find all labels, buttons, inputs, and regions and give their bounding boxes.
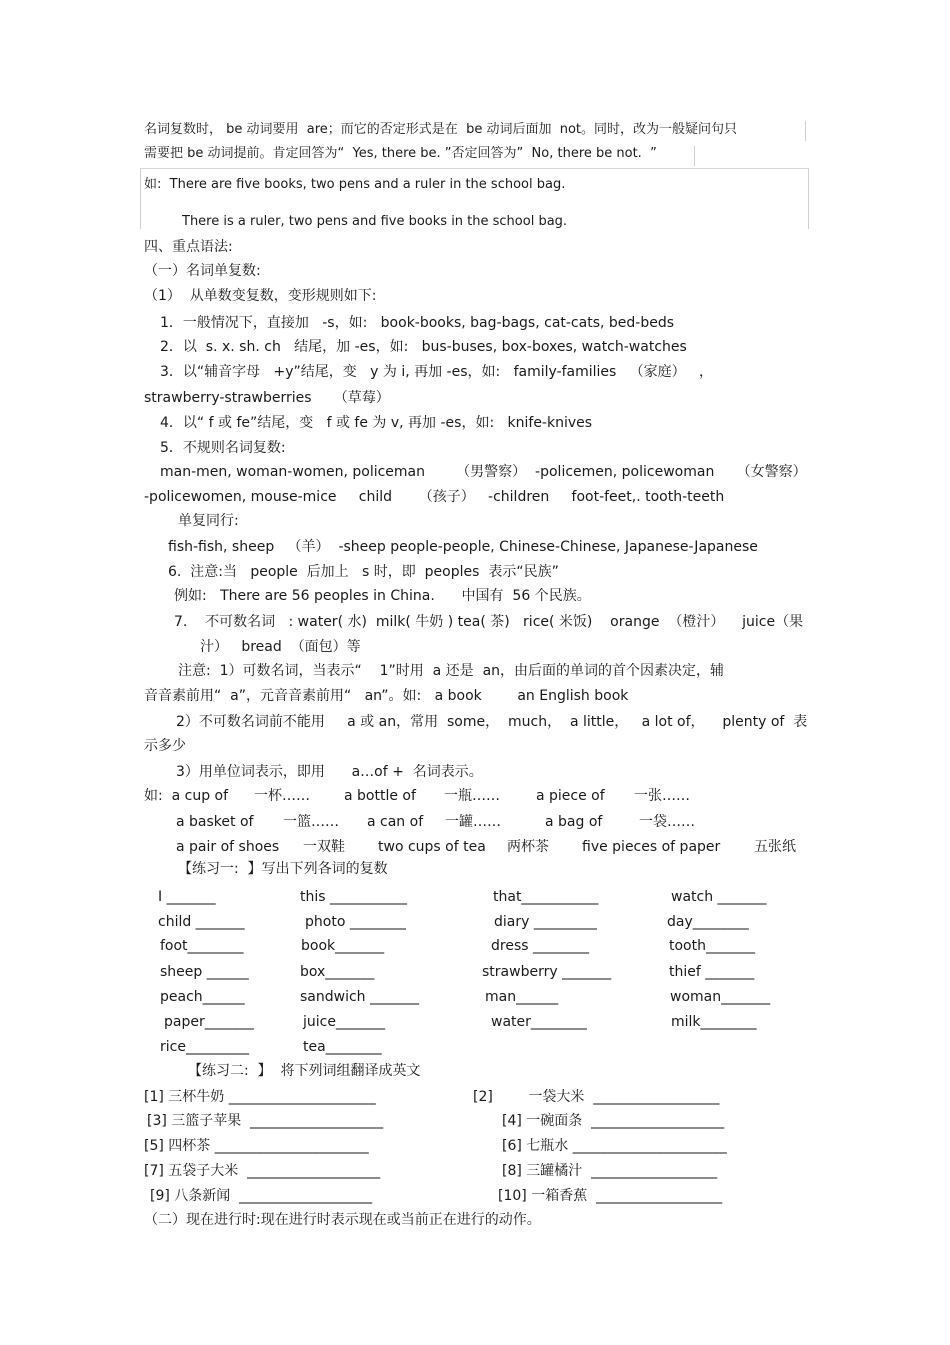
translation-item: [2] 一袋大米 __________________	[473, 1089, 720, 1105]
rule-2: 2．以 s. x. sh. ch 结尾，加 -es，如: bus-buses, box-boxes, watch-watches	[160, 339, 687, 355]
note-3: 3）用单位词表示，即用 a…of + 名词表示。	[176, 764, 483, 780]
unit-meaning: 两杯茶	[507, 839, 549, 855]
same-form-list: fish-fish, sheep （羊） -sheep people-people, Chinese-Chinese, Japanese-Japanese	[168, 539, 758, 555]
exercise-item: tea________	[303, 1039, 382, 1055]
exercise-item: tooth_______	[669, 938, 755, 954]
rule-3: 3．以“辅音字母 +y”结尾，变 y 为 i, 再加 -es，如: family-families （家庭） ，	[160, 364, 714, 380]
note-1-cont: 音音素前用“ a”，元音音素前用“ an”。如: a book an English book	[144, 688, 629, 704]
unit-phrase: a piece of	[536, 788, 605, 804]
translation-item: [5] 四杯茶 ______________________	[144, 1138, 369, 1154]
unit-phrase: a basket of	[176, 814, 254, 830]
exercise-item: peach______	[160, 989, 245, 1005]
exercise-item: day________	[667, 914, 749, 930]
unit-meaning: 一双鞋	[303, 839, 345, 855]
present-continuous-heading: （二）现在进行时:现在进行时表示现在或当前正在进行的动作。	[144, 1212, 541, 1228]
note-2-cont: 示多少	[144, 738, 186, 754]
rule-heading: （1） 从单数变复数，变形规则如下:	[144, 288, 377, 304]
translation-item: [8] 三罐橘汁 __________________	[502, 1163, 718, 1179]
section-title: 四、重点语法:	[144, 239, 233, 255]
translation-item: [1] 三杯牛奶 _____________________	[144, 1089, 376, 1105]
irregular-line-2: -policewomen, mouse-mice child （孩子） -children foot-feet,. tooth-teeth	[144, 489, 725, 505]
exercise-item: sandwich _______	[300, 989, 419, 1005]
unit-phrase: two cups of tea	[378, 839, 486, 855]
unit-phrase: a can of	[367, 814, 424, 830]
exercise-item: strawberry _______	[482, 964, 612, 980]
unit-meaning: 五张纸	[754, 839, 796, 855]
unit-phrase: a bag of	[545, 814, 603, 830]
translation-item: [7] 五袋子大米 ___________________	[144, 1163, 381, 1179]
exercise-item: sheep ______	[160, 964, 249, 980]
exercise-item: woman_______	[670, 989, 771, 1005]
translation-item: [9] 八条新闻 ___________________	[150, 1188, 373, 1204]
unit-meaning: 一袋……	[639, 814, 695, 830]
rule-4: 4．以“ f 或 fe”结尾，变 f 或 fe 为 v, 再加 -es，如: knife-knives	[160, 415, 593, 431]
table-border	[694, 146, 695, 166]
exercise-item: man______	[485, 989, 559, 1005]
rule-6: 6. 注意:当 people 后加上 s 时，即 peoples 表示“民族”	[168, 564, 559, 580]
unit-phrase: a pair of shoes	[176, 839, 280, 855]
exercise-item: paper_______	[164, 1014, 254, 1030]
translation-item: [4] 一碗面条 ___________________	[502, 1113, 725, 1129]
intro-line-1: 名词复数时， be 动词要用 are；而它的否定形式是在 be 动词后面加 not。同时，改为一般疑问句只	[144, 122, 738, 137]
exercise-item: this ___________	[300, 889, 407, 905]
example-line-1: 如: There are five books, two pens and a ruler in the school bag.	[144, 177, 566, 192]
unit-meaning: 一篮……	[283, 814, 339, 830]
exercise-item: rice_________	[160, 1039, 249, 1055]
exercise-item: watch _______	[671, 889, 767, 905]
rule-7: 7. 不可数名词 : water( 水) milk( 牛奶 ) tea( 茶) rice( 米饭) orange （橙汁） juice（果	[174, 614, 804, 630]
unit-phrase: five pieces of paper	[582, 839, 721, 855]
note-2: 2）不可数名词前不能用 a 或 an，常用 some， much， a little， a lot of， plenty of 表	[176, 714, 808, 730]
exercise-item: milk________	[671, 1014, 757, 1030]
example-line-2: There is a ruler, two pens and five books in the school bag.	[182, 214, 568, 229]
rule-3-cont: strawberry-strawberries （草莓）	[144, 390, 390, 406]
exercise-item: I _______	[158, 889, 216, 905]
rule-1: 1．一般情况下，直接加 -s，如: book-books, bag-bags, cat-cats, bed-beds	[160, 315, 675, 331]
exercise-item: book_______	[301, 938, 385, 954]
subsection-title: （一）名词单复数:	[144, 263, 261, 279]
exercise-item: box_______	[300, 964, 375, 980]
exercise-1-title: 【练习一: 】写出下列各词的复数	[178, 861, 388, 877]
exercise-item: juice_______	[303, 1014, 385, 1030]
exercise-item: diary _________	[494, 914, 597, 930]
unit-meaning: 一杯……	[254, 788, 310, 804]
translation-item: [6] 七瓶水 ______________________	[502, 1138, 727, 1154]
exercise-item: that___________	[493, 889, 599, 905]
unit-phrase: a bottle of	[344, 788, 416, 804]
unit-meaning: 一张……	[634, 788, 690, 804]
unit-meaning: 一罐……	[445, 814, 501, 830]
exercise-item: dress ________	[491, 938, 589, 954]
translation-item: [10] 一箱香蕉 __________________	[498, 1188, 723, 1204]
exercise-item: photo ________	[305, 914, 406, 930]
intro-line-2: 需要把 be 动词提前。肯定回答为“ Yes, there be. ”否定回答为” No, there be not. ”	[144, 146, 657, 161]
exercise-2-title: 【练习二: 】 将下列词组翻译成英文	[188, 1063, 421, 1079]
rule-6-example: 例如: There are 56 peoples in China. 中国有 56 个民族。	[174, 588, 591, 604]
exercise-item: child _______	[158, 914, 245, 930]
unit-phrase: 如: a cup of	[144, 788, 229, 804]
unit-meaning: 一瓶……	[444, 788, 500, 804]
table-border	[805, 121, 806, 141]
same-form-title: 单复同行:	[178, 513, 239, 529]
rule-5: 5．不规则名词复数:	[160, 440, 286, 456]
rule-7-cont: 汁） bread （面包）等	[200, 639, 361, 655]
note-1: 注意: 1）可数名词，当表示“ 1”时用 a 还是 an，由后面的单词的首个因素决定，辅	[178, 663, 725, 679]
exercise-item: thief _______	[669, 964, 755, 980]
irregular-line-1: man-men, woman-women, policeman （男警察） -policemen, policewoman （女警察）	[160, 464, 807, 480]
exercise-item: water________	[491, 1014, 587, 1030]
translation-item: [3] 三篮子苹果 ___________________	[147, 1113, 384, 1129]
exercise-item: foot________	[160, 938, 244, 954]
